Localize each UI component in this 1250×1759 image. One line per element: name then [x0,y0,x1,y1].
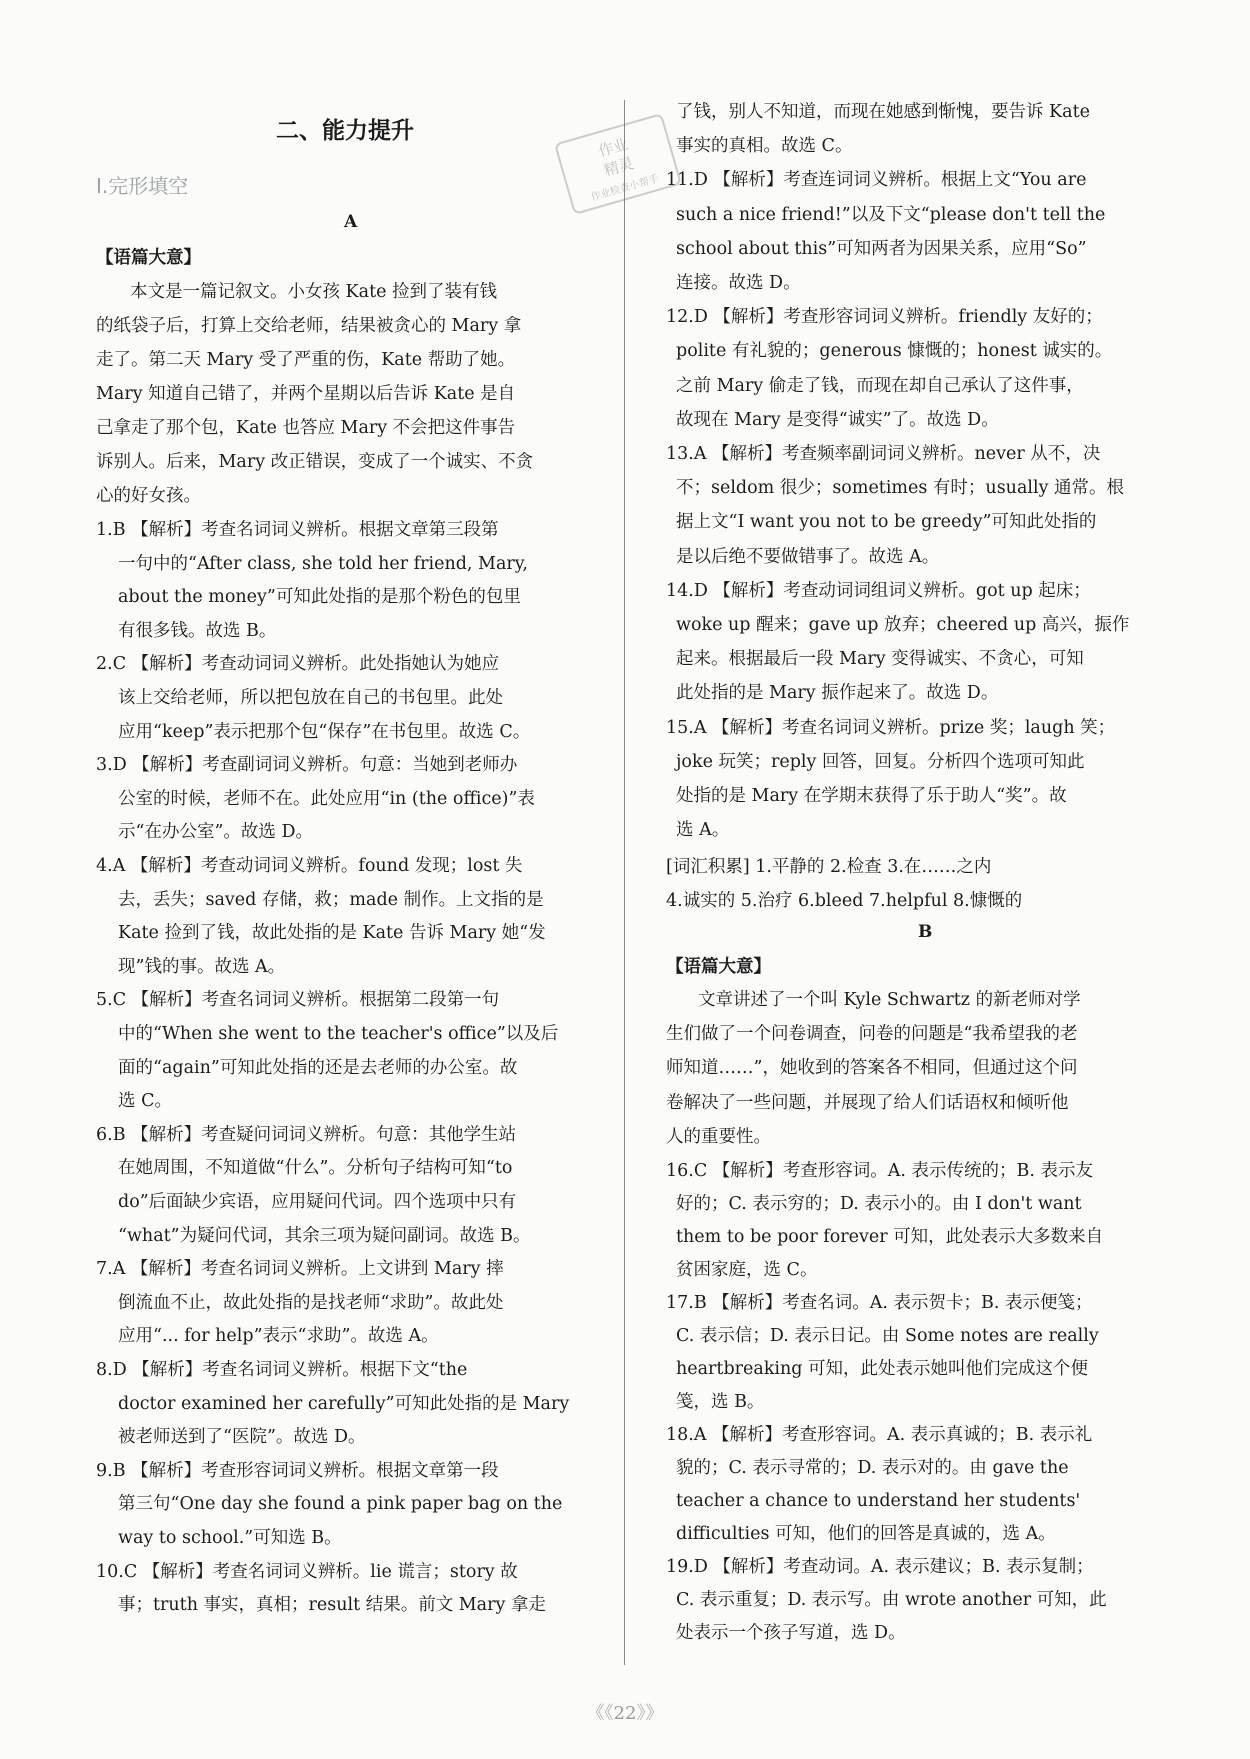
text-line: 示“在办公室”。故选 D。 [118,822,313,843]
summary-line: 走了。第二天 Mary 受了严重的伤，Kate 帮助了她。 [96,350,516,370]
text-line: them to be poor forever 可知，此处表示大多数来自 [676,1227,1104,1247]
text-line: 此处指的是 Mary 振作起来了。故选 D。 [676,683,999,704]
page-number-decor-right: 》》 [636,1703,664,1724]
text-line: 文章讲述了一个叫 Kyle Schwartz 的新老师对学 [698,990,1081,1010]
page-number-decor-left: 《《 [586,1703,614,1724]
text-line: 13.A 【解析】考查频率副词词义辨析。never 从不，决 [666,444,1101,464]
summary-line: 诉别人。后来，Mary 改正错误，变成了一个诚实、不贪 [96,452,534,472]
text-line: 公室的时候，老师不在。此处应用“in (the office)”表 [118,788,535,809]
passage-a-summary-heading: 【语篇大意】 [96,248,201,268]
text-line: heartbreaking 可知，此处表示她叫他们完成这个便 [676,1359,1089,1379]
text-line: 了钱，别人不知道，而现在她感到惭愧，要告诉 Kate [676,102,1090,122]
text-line: 是以后绝不要做错事了。故选 A。 [676,546,940,567]
text-line: 卷解决了一些问题，并展现了给人们话语权和倾听他 [666,1092,1069,1113]
text-line: 应用“... for help”表示“求助”。故选 A。 [118,1326,439,1347]
text-line: 好的；C. 表示穷的；D. 表示小的。由 I don't want [676,1194,1082,1214]
text-line: about the money”可知此处指的是那个粉色的包里 [118,587,521,608]
passage-a-letter: A [344,212,358,232]
text-line: 14.D 【解析】考查动词词组词义辨析。got up 起床； [666,580,1091,601]
text-line: 在她周围，不知道做“什么”。分析句子结构可知“to [118,1158,513,1179]
text-line: 事实的真相。故选 C。 [676,136,853,157]
text-line: 面的“again”可知此处指的还是去老师的办公室。故 [118,1057,518,1078]
summary-line: 本文是一篇记叙文。小女孩 Kate 捡到了装有钱 [130,282,498,302]
text-line: 起来。根据最后一段 Mary 变得诚实、不贪心，可知 [676,649,1084,670]
text-line: 17.B 【解析】考查名词。A. 表示贺卡；B. 表示便笺； [666,1293,1093,1313]
text-line: 选 C。 [118,1091,172,1112]
text-line: do”后面缺少宾语，应用疑问代词。四个选项中只有 [118,1192,517,1212]
text-line: 生们做了一个问卷调查，问卷的问题是“我希望我的老 [666,1024,1078,1045]
text-line: 人的重要性。 [666,1126,771,1147]
text-line: 不；seldom 很少；sometimes 有时；usually 通常。根 [676,478,1125,499]
text-line: such a nice friend!”以及下文“please don't tell the [676,204,1106,225]
text-line: 1.B 【解析】考查名词词义辨析。根据文章第三段第 [96,520,499,540]
text-line: school about this”可知两者为因果关系，应用“So” [676,238,1087,259]
text-line: 中的“When she went to the teacher's office”以及后 [118,1024,559,1044]
text-line: 去，丢失；saved 存储，救；made 制作。上文指的是 [118,889,544,910]
summary-line: Mary 知道自己错了，并两个星期以后告诉 Kate 是自 [96,384,516,404]
summary-line: 己拿走了那个包，Kate 也答应 Mary 不会把这件事告 [96,418,516,438]
text-line: 第三句“One day she found a pink paper bag on the [118,1494,563,1515]
passage-b-summary-heading: 【语篇大意】 [666,957,771,977]
stamp-line2: 精灵 [601,154,636,180]
text-line: 貌的；C. 表示寻常的；D. 表示对的。由 gave the [676,1458,1069,1478]
passage-b-letter: B [918,922,933,942]
text-line: 笺，选 B。 [676,1392,765,1412]
text-line: 事；truth 事实，真相；result 结果。前文 Mary 拿走 [118,1595,546,1616]
stamp-line3: 作业检查小帮手 [589,173,661,204]
text-line: 选 A。 [676,820,730,841]
text-line: 一句中的“After class, she told her friend, Mary, [118,553,528,574]
text-line: Kate 捡到了钱，故此处指的是 Kate 告诉 Mary 她“发 [118,923,546,944]
text-line: C. 表示重复；D. 表示写。由 wrote another 可知，此 [676,1590,1107,1610]
vocab-line: 4.诚实的 5.治疗 6.bleed 7.helpful 8.慷慨的 [666,891,1023,911]
text-line: teacher a chance to understand her students' [676,1491,1081,1511]
summary-line: 心的好女孩。 [96,486,201,506]
text-line: 该上交给老师，所以把包放在自己的书包里。此处 [118,688,503,708]
text-line: way to school.”可知选 B。 [118,1528,342,1548]
text-line: 有很多钱。故选 B。 [118,620,277,641]
text-line: 12.D 【解析】考查形容词词义辨析。friendly 友好的； [666,307,1103,328]
page-number: 22 [613,1703,637,1724]
text-line: 师知道……”，她收到的答案各不相同，但通过这个问 [666,1058,1078,1079]
text-line: 之前 Mary 偷走了钱，而现在却自己承认了这件事， [676,375,1084,396]
text-line: 11.D 【解析】考查连词词义辨析。根据上文“You are [666,170,1087,191]
text-line: doctor examined her carefully”可知此处指的是 Mary [118,1393,570,1414]
page-number-wrapper [0,1699,1250,1725]
text-line: difficulties 可知，他们的回答是真诚的，选 A。 [676,1524,1056,1544]
text-line: 据上文“I want you not to be greedy”可知此处指的 [676,512,1097,533]
text-line: 7.A 【解析】考查名词词义辨析。上文讲到 Mary 摔 [96,1259,504,1280]
section-title: 二、能力提升 [276,118,414,144]
text-line: 应用“keep”表示把那个包“保存”在书包里。故选 C。 [118,721,531,742]
vocab-line: [词汇积累] 1.平静的 2.检查 3.在……之内 [666,857,992,877]
text-line: 故现在 Mary 是变得“诚实”了。故选 D。 [676,409,999,430]
text-line: 2.C 【解析】考查动词词义辨析。此处指她认为她应 [96,654,500,675]
text-line: 5.C 【解析】考查名词词义辨析。根据第二段第一句 [96,990,500,1011]
text-line: polite 有礼貌的；generous 慷慨的；honest 诚实的。 [676,341,1113,362]
text-line: 连接。故选 D。 [676,273,801,293]
text-line: joke 玩笑；reply 回答，回复。分析四个选项可知此 [676,751,1085,772]
text-line: 4.A 【解析】考查动词词义辨析。found 发现；lost 失 [96,856,523,876]
text-line: 8.D 【解析】考查名词词义辨析。根据下文“the [96,1360,468,1380]
text-line: 6.B 【解析】考查疑问词词义辨析。句意：其他学生站 [96,1124,517,1145]
text-line: 3.D 【解析】考查副词词义辨析。句意：当她到老师办 [96,755,518,776]
text-line: 倒流血不止，故此处指的是找老师“求助”。故此处 [118,1292,504,1313]
text-line: 9.B 【解析】考查形容词词义辨析。根据文章第一段 [96,1460,499,1481]
text-line: 被老师送到了“医院”。故选 D。 [118,1427,366,1448]
text-line: C. 表示信；D. 表示日记。由 Some notes are really [676,1326,1099,1346]
text-line: 10.C 【解析】考查名词词义辨析。lie 谎言；story 故 [96,1561,518,1582]
column-divider [624,100,625,1665]
text-line: 现”钱的事。故选 A。 [118,956,286,977]
text-line: woke up 醒来；gave up 放弃；cheered up 高兴，振作 [676,615,1130,635]
text-line: 19.D 【解析】考查动词。A. 表示建议；B. 表示复制； [666,1557,1094,1577]
text-line: 15.A 【解析】考查名词词义辨析。prize 奖；laugh 笑； [666,717,1116,738]
stamp-line1: 作业 [596,134,631,161]
text-line: 处指的是 Mary 在学期末获得了乐于助人“奖”。故 [676,786,1067,806]
watermark-stamp [543,102,693,226]
section-subtitle: Ⅰ.完形填空 [96,174,189,198]
text-line: 18.A 【解析】考查形容词。A. 表示真诚的；B. 表示礼 [666,1425,1093,1445]
summary-line: 的纸袋子后，打算上交给老师，结果被贪心的 Mary 拿 [96,316,522,336]
text-line: “what”为疑问代词，其余三项为疑问副词。故选 B。 [118,1225,531,1246]
text-line: 贫困家庭，选 C。 [676,1260,818,1280]
text-line: 处表示一个孩子写道，选 D。 [676,1623,906,1643]
text-line: 16.C 【解析】考查形容词。A. 表示传统的；B. 表示友 [666,1161,1094,1181]
